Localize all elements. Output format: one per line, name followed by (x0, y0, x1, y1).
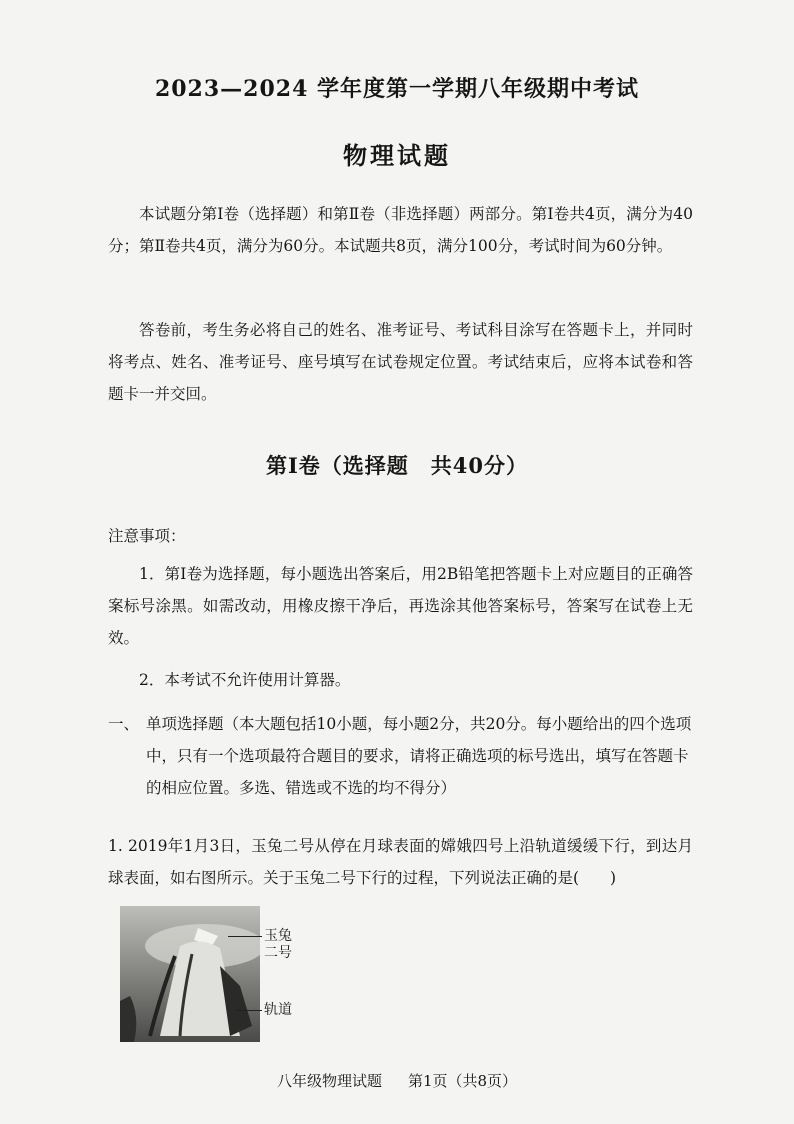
question-1-text: 1. 2019年1月3日，玉兔二号从停在月球表面的嫦娥四号上沿轨道缓缓下行，到达月球表面，如右图所示。关于玉兔二号下行的过程，下列说法正确的是( ) (108, 837, 693, 887)
part-one-number: 一、 (108, 715, 140, 733)
notice-item-2: 2．本考试不允许使用计算器。 (139, 671, 351, 689)
exam-title: 2023—2024 学年度第一学期八年级期中考试 (154, 76, 640, 102)
figure-label-rover-2: 二号 (264, 945, 292, 961)
footer-course: 八年级物理试题 (276, 1072, 382, 1090)
footer-page-number: 第1页（共8页） (407, 1072, 518, 1090)
figure-label-track: 轨道 (264, 1002, 292, 1018)
track-pointer-line (236, 1010, 262, 1011)
section-title: 第Ⅰ卷（选择题 共40分） (265, 453, 529, 478)
rover-photo-drawing (120, 906, 260, 1042)
notice-label: 注意事项： (108, 527, 186, 545)
rover-pointer-line (228, 936, 262, 937)
intro-paragraph-1: 本试题分第Ⅰ卷（选择题）和第Ⅱ卷（非选择题）两部分。第Ⅰ卷共4页，满分为40分；第Ⅱ卷共4页，满分为60分。本试题共8页，满分100分，考试时间为60分钟。 (108, 205, 693, 255)
part-one-instructions: 单项选择题（本大题包括10小题，每小题2分，共20分。每小题给出的四个选项中，只有一个选项最符合题目的要求，请将正确选项的标号选出，填写在答题卡的相应位置。多选、错选或不选的均不得分） (146, 715, 692, 797)
part-one-heading (108, 708, 693, 804)
intro-paragraph-2: 答卷前，考生务必将自己的姓名、准考证号、考试科目涂写在答题卡上，并同时将考点、姓名、准考证号、座号填写在试卷规定位置。考试结束后，应将本试卷和答题卡一并交回。 (108, 321, 693, 403)
page-footer (0, 1070, 794, 1091)
notice-item-1: 1．第Ⅰ卷为选择题，每小题选出答案后，用2B铅笔把答题卡上对应题目的正确答案标号涂黑。如需改动，用橡皮擦干净后，再选涂其他答案标号，答案写在试卷上无效。 (108, 565, 693, 647)
figure-label-rover-1: 玉兔 (264, 928, 292, 944)
subject-title: 物理试题 (343, 141, 451, 170)
rover-photo (120, 906, 260, 1042)
